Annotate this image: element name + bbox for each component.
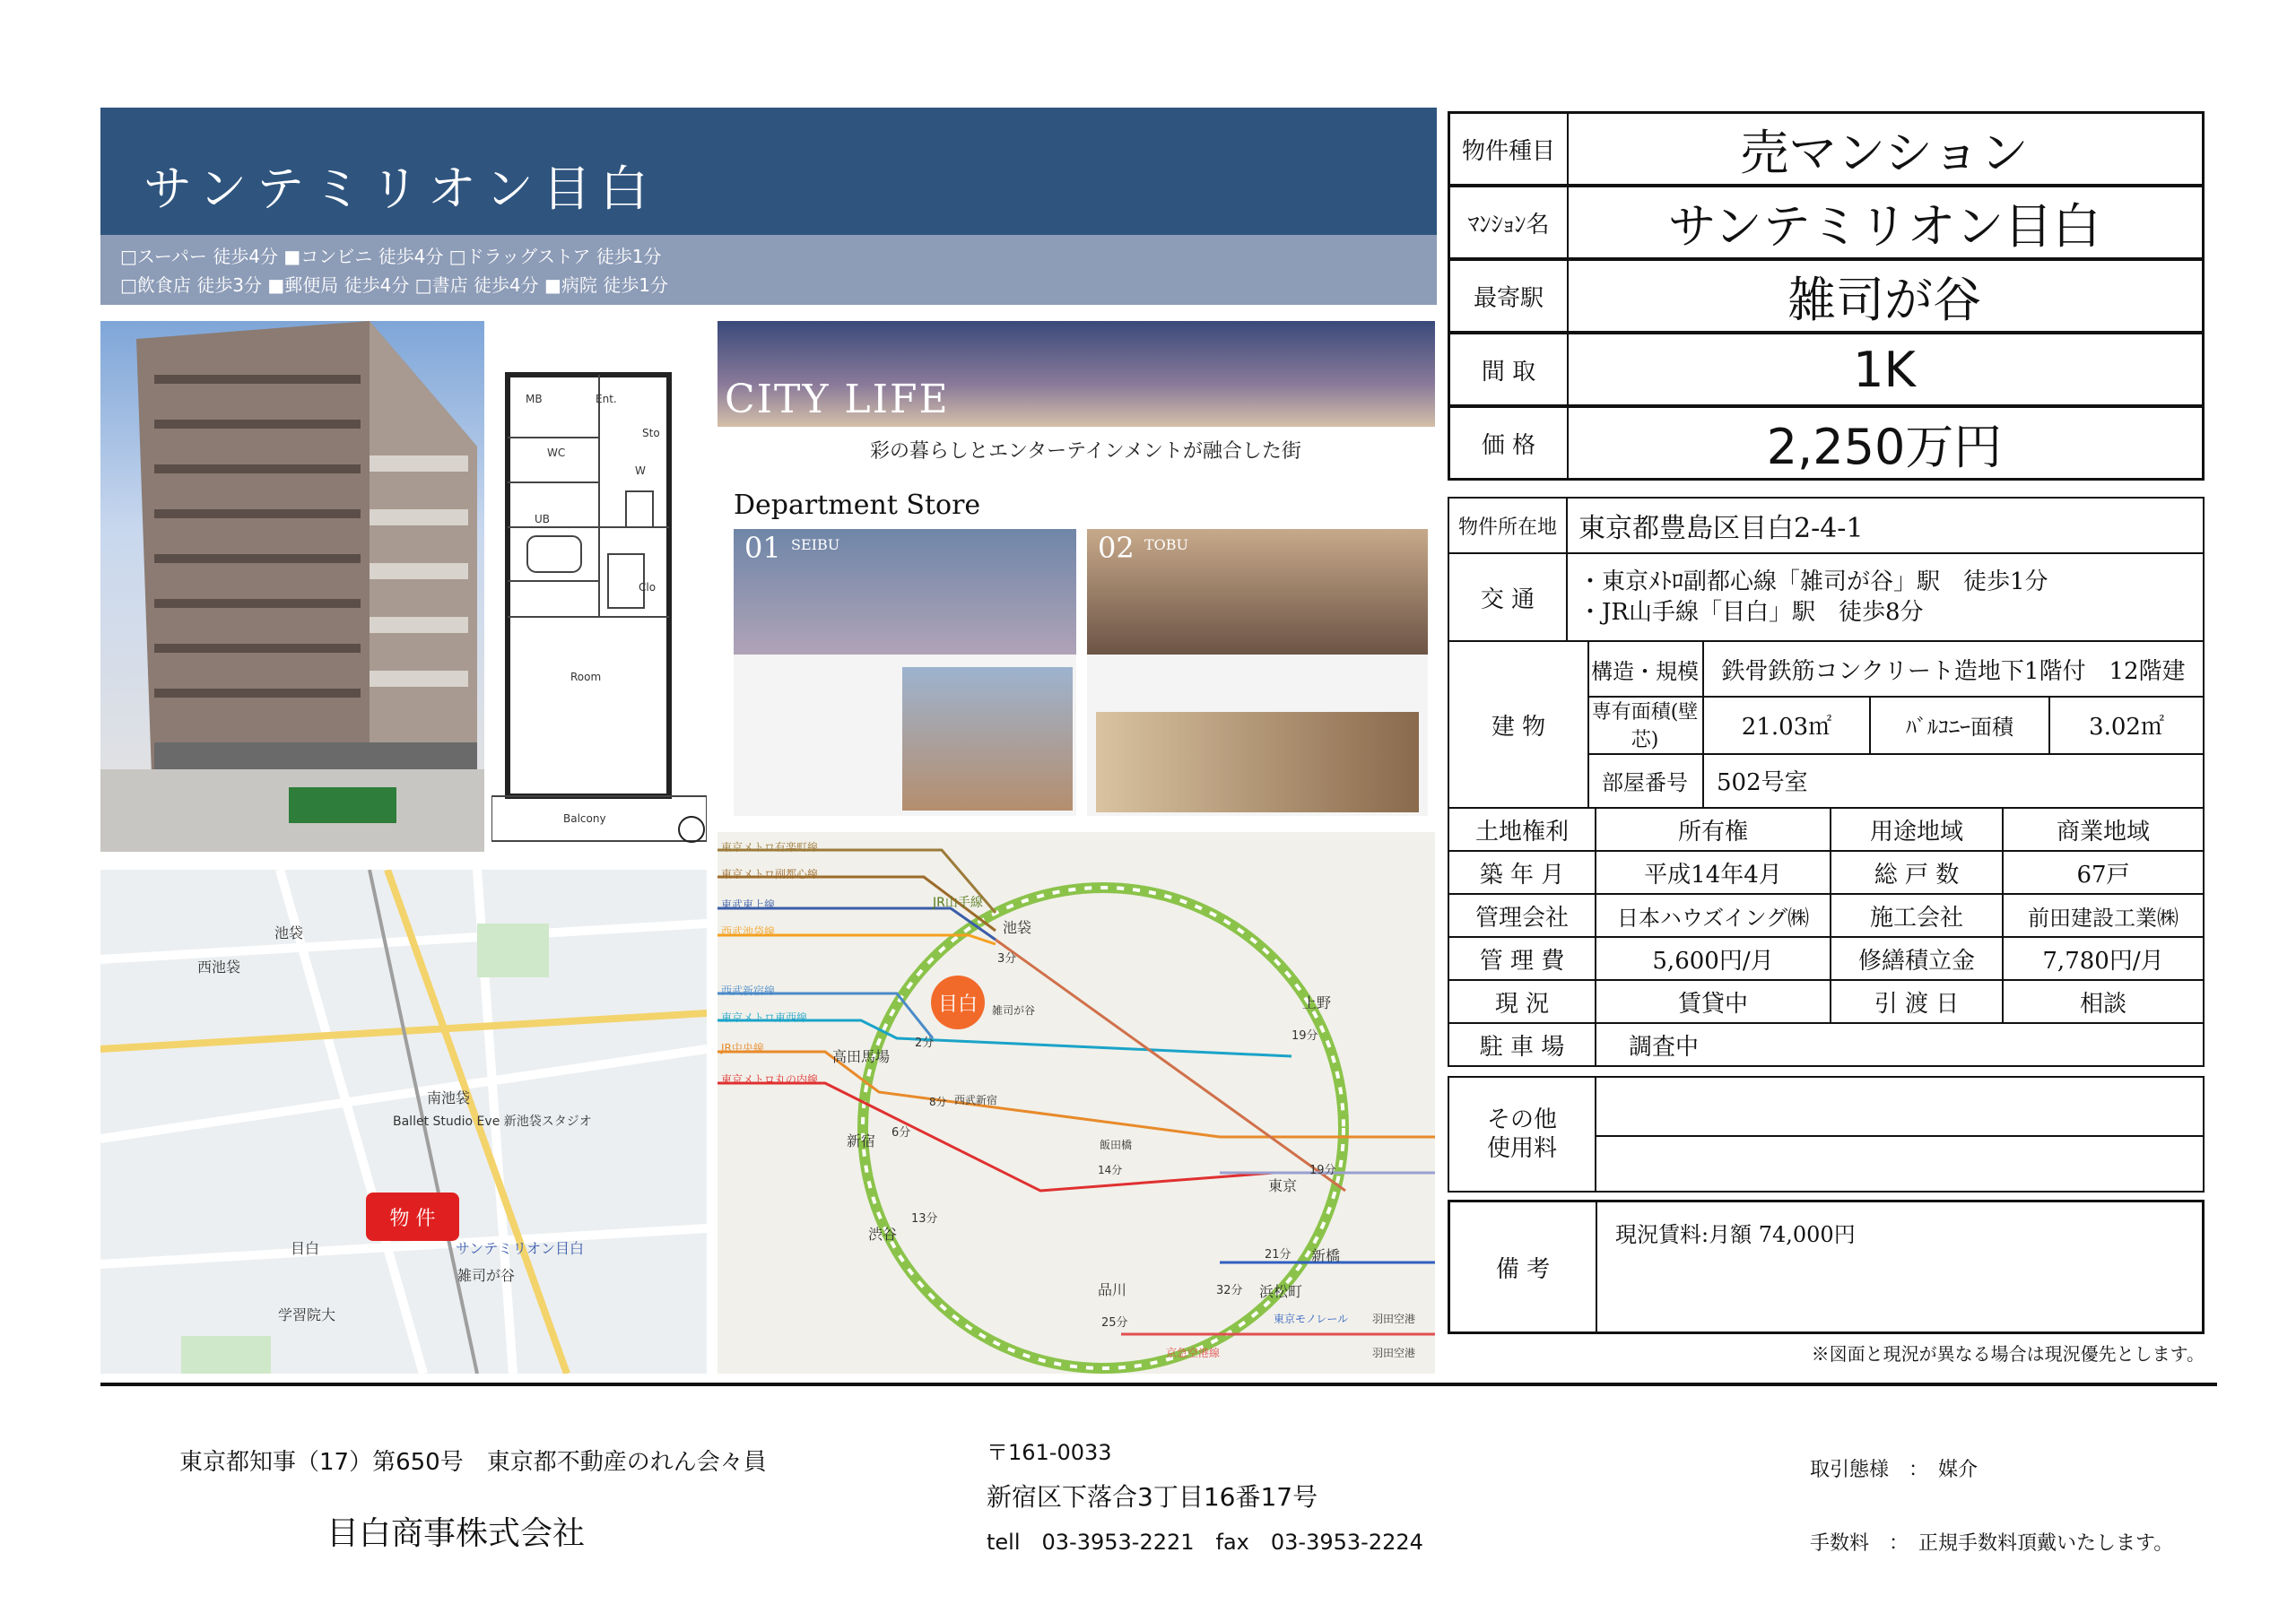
time-takadanobaba: 2分: [915, 1037, 935, 1050]
type-label: 物件種目: [1450, 114, 1569, 184]
time-ueno: 19分: [1292, 1029, 1318, 1043]
station-iidabashi: 飯田橋: [1100, 1139, 1133, 1151]
area-value: 21.03㎡: [1704, 696, 1871, 753]
fp-label-wc: WC: [547, 447, 566, 459]
store-1-name: SEIBU: [791, 536, 840, 553]
map-label-nishi-ikebukuro: 西池袋: [197, 958, 241, 976]
handover-label: 引 渡 日: [1831, 981, 2004, 1022]
zoning-label: 用途地域: [1831, 809, 2004, 850]
row-price: [1448, 405, 2205, 481]
fee-label: 管 理 費: [1449, 938, 1596, 979]
fp-label-sto: Sto: [642, 427, 660, 439]
row-address: [1448, 497, 2205, 554]
row-fees: [1448, 936, 2205, 981]
handover-value: 相談: [2079, 990, 2126, 1018]
time-iidabashi: 14分: [1098, 1164, 1123, 1176]
row-station: [1448, 258, 2205, 334]
balcony-label: ﾊﾞﾙｺﾆｰ面積: [1871, 696, 2050, 753]
name-label: ﾏﾝｼｮﾝ名: [1450, 187, 1569, 257]
type-value: 売マンション: [1740, 124, 2029, 181]
line-marunouchi: 東京メトロ丸の内線: [721, 1073, 819, 1086]
station-ueno: 上野: [1302, 994, 1332, 1011]
store-2-name: TOBU: [1144, 536, 1189, 553]
city-life-subtitle: 彩の暮らしとエンターテインメントが融合した街: [870, 440, 1301, 463]
city-life-title: CITY LIFE: [725, 377, 950, 422]
contact-phone: tell 03-3953-2221 fax 03-3953-2224: [987, 1530, 1423, 1555]
store-2-number: 02: [1098, 531, 1135, 565]
time-shimbashi: 21分: [1265, 1248, 1292, 1262]
map-label-zoshigaya: 雑司が谷: [457, 1267, 516, 1284]
title-banner: [100, 108, 1437, 235]
mgmt-label: 管理会社: [1449, 895, 1596, 936]
status-label: 現 況: [1449, 981, 1596, 1022]
zoshigaya-label: 雑司が谷: [992, 1004, 1036, 1017]
repair-value: 7,780円/月: [2042, 947, 2164, 975]
fp-label-balcony: Balcony: [563, 812, 606, 825]
station-seibu-shinjuku: 西武新宿: [954, 1094, 998, 1106]
transport-line-2: ・JR山手線「目白」駅 徒歩8分: [1578, 599, 1924, 626]
fp-label-room: Room: [570, 671, 602, 683]
city-life-brochure: [718, 321, 1435, 823]
postal-code: 〒161-0033: [987, 1440, 1112, 1465]
other-label-2: 使用料: [1486, 1135, 1557, 1162]
disclaimer-note: ※図面と現況が異なる場合は現況優先とします。: [1811, 1343, 2205, 1365]
row-building: [1448, 640, 2205, 809]
map-label-mejiro: 目白: [291, 1240, 320, 1257]
haneda-2: 羽田空港: [1372, 1347, 1416, 1359]
price-value: 2,250万円: [1766, 418, 2003, 475]
room-value: 502号室: [1717, 768, 1808, 796]
fp-label-ent: Ent.: [596, 393, 617, 405]
price-label: 価 格: [1450, 408, 1569, 478]
row-parking: [1448, 1022, 2205, 1067]
row-type: [1448, 111, 2205, 186]
remarks-value: 現況賃料:月額 74,000円: [1615, 1222, 1856, 1247]
zoning-value: 商業地域: [2056, 818, 2150, 846]
address-label: 物件所在地: [1449, 499, 1568, 552]
time-ikebukuro: 3分: [997, 952, 1017, 966]
floor-plan: [491, 321, 707, 852]
station-tokyo: 東京: [1268, 1177, 1298, 1194]
transport-line-1: ・東京ﾒﾄﾛ副都心線「雑司が谷」駅 徒歩1分: [1578, 568, 2048, 595]
transport-label: 交 通: [1449, 554, 1568, 640]
station-label: 最寄駅: [1450, 261, 1569, 331]
structure-label: 構造・規模: [1587, 642, 1704, 696]
store-1-number: 01: [744, 531, 781, 565]
license-text: 東京都知事（17）第650号 東京都不動産のれん会々員: [179, 1449, 767, 1476]
units-label: 総 戸 数: [1831, 852, 2004, 893]
layout-label: 間 取: [1450, 334, 1569, 404]
time-shinagawa: 25分: [1101, 1316, 1128, 1330]
amenities-line-2: □飲食店 徒歩3分 ■郵便局 徒歩4分 □書店 徒歩4分 ■病院 徒歩1分: [120, 274, 668, 296]
land-label: 土地権利: [1449, 809, 1596, 850]
department-store-heading: Department Store: [734, 490, 981, 521]
time-seibu-shinjuku: 8分: [929, 1096, 947, 1108]
time-hamamatsucho: 32分: [1216, 1284, 1243, 1297]
company-address: 新宿区下落合3丁目16番17号: [987, 1482, 1318, 1512]
time-shibuya: 13分: [911, 1212, 938, 1226]
row-remarks: [1448, 1200, 2205, 1334]
row-status: [1448, 979, 2205, 1024]
fp-label-ub: UB: [535, 513, 551, 525]
station-shibuya: 渋谷: [868, 1226, 898, 1243]
fee-value: 5,600円/月: [1596, 938, 1831, 979]
station-shimbashi: 新橋: [1311, 1247, 1341, 1264]
fp-label-w: W: [635, 464, 646, 477]
time-shinjuku: 6分: [891, 1126, 911, 1140]
station-value: 雑司が谷: [1787, 271, 1981, 328]
row-layout: [1448, 332, 2205, 407]
haneda-1: 羽田空港: [1372, 1313, 1416, 1325]
station-hamamatsucho: 浜松町: [1259, 1283, 1303, 1300]
fp-label-clo: Clo: [639, 581, 657, 594]
row-land: [1448, 807, 2205, 852]
property-title: サンテミリオン目白: [144, 160, 657, 217]
station-shinagawa: 品川: [1098, 1281, 1127, 1298]
map-label-gakushuin: 学習院大: [278, 1306, 336, 1323]
builder-label: 施工会社: [1831, 895, 2004, 936]
room-label: 部屋番号: [1587, 753, 1704, 807]
area-label: 専有面積(壁芯): [1587, 696, 1704, 753]
repair-label: 修繕積立金: [1831, 938, 2004, 979]
deal-type: 取引態様 ： 媒介: [1810, 1459, 1979, 1481]
mgmt-value: 日本ハウズイング㈱: [1596, 895, 1831, 936]
builder-value: 前田建設工業㈱: [2028, 905, 2179, 931]
building-label: 建 物: [1449, 642, 1589, 807]
land-value: 所有権: [1596, 809, 1831, 850]
property-pin-label: 物 件: [389, 1207, 436, 1230]
station-ikebukuro: 池袋: [1003, 919, 1032, 936]
row-management: [1448, 893, 2205, 938]
other-label-1: その他: [1486, 1106, 1557, 1133]
map-label-ballet: Ballet Studio Eve 新池袋スタジオ: [393, 1115, 592, 1129]
amenities-bar: [100, 235, 1437, 305]
row-transport: [1448, 552, 2205, 642]
parking-value: 調査中: [1629, 1033, 1700, 1061]
property-pin: [366, 1193, 459, 1241]
built-value: 平成14年4月: [1596, 852, 1831, 893]
units-value: 67戸: [2076, 861, 2130, 889]
north-arrow-icon: [678, 816, 705, 843]
yamanote-label: JR山手線: [933, 896, 983, 910]
line-yurakucho: 東京メトロ有楽町線: [721, 841, 819, 854]
station-shinjuku: 新宿: [847, 1132, 876, 1149]
balcony-value: 3.02㎡: [2089, 713, 2164, 741]
built-label: 築 年 月: [1449, 852, 1596, 893]
name-value: サンテミリオン目白: [1667, 197, 2101, 255]
line-tozai: 東京メトロ東西線: [721, 1011, 808, 1024]
station-takadanobaba: 高田馬場: [832, 1048, 891, 1065]
fp-label-mb: MB: [526, 393, 543, 405]
address-value: 東京都豊島区目白2-4-1: [1578, 513, 1864, 544]
parking-label: 駐 車 場: [1449, 1024, 1596, 1065]
map-label-ikebukuro: 池袋: [274, 924, 304, 941]
line-monorail: 東京モノレール: [1274, 1313, 1349, 1325]
time-tokyo: 19分: [1309, 1164, 1336, 1177]
mejiro-center-badge: [931, 976, 985, 1029]
company-name: 目白商事株式会社: [326, 1515, 586, 1552]
amenities-line-1: □スーパー 徒歩4分 ■コンビニ 徒歩4分 □ドラッグストア 徒歩1分: [120, 246, 662, 267]
line-jr-chuo: JR中央線: [721, 1042, 764, 1054]
route-map: [718, 832, 1435, 1374]
line-tobu-tojo: 東武東上線: [721, 898, 776, 911]
line-keikyu: 京急空港線: [1166, 1347, 1221, 1359]
map-label-property: サンテミリオン目白: [456, 1240, 585, 1257]
line-fukutoshin: 東京メトロ副都心線: [721, 868, 819, 880]
structure-value: 鉄骨鉄筋コンクリート造地下1階付 12階建: [1721, 657, 2186, 685]
line-seibu-ikebukuro: 西武池袋線: [721, 925, 776, 938]
row-name: [1448, 185, 2205, 260]
location-map: [100, 870, 707, 1374]
map-label-minami-ikebukuro: 南池袋: [427, 1089, 471, 1106]
commission-text: 手数料 ： 正規手数料頂戴いたします。: [1810, 1532, 2174, 1555]
status-value: 賃貸中: [1596, 981, 1831, 1022]
layout-value: 1K: [1853, 341, 1916, 398]
line-seibu-shinjuku: 西武新宿線: [721, 984, 776, 997]
footer-divider: [100, 1383, 2217, 1386]
mejiro-label: 目白: [937, 993, 978, 1016]
building-photo: [100, 321, 484, 852]
remarks-label: 備 考: [1450, 1202, 1597, 1331]
row-other-fees: [1448, 1076, 2205, 1193]
row-built: [1448, 850, 2205, 895]
